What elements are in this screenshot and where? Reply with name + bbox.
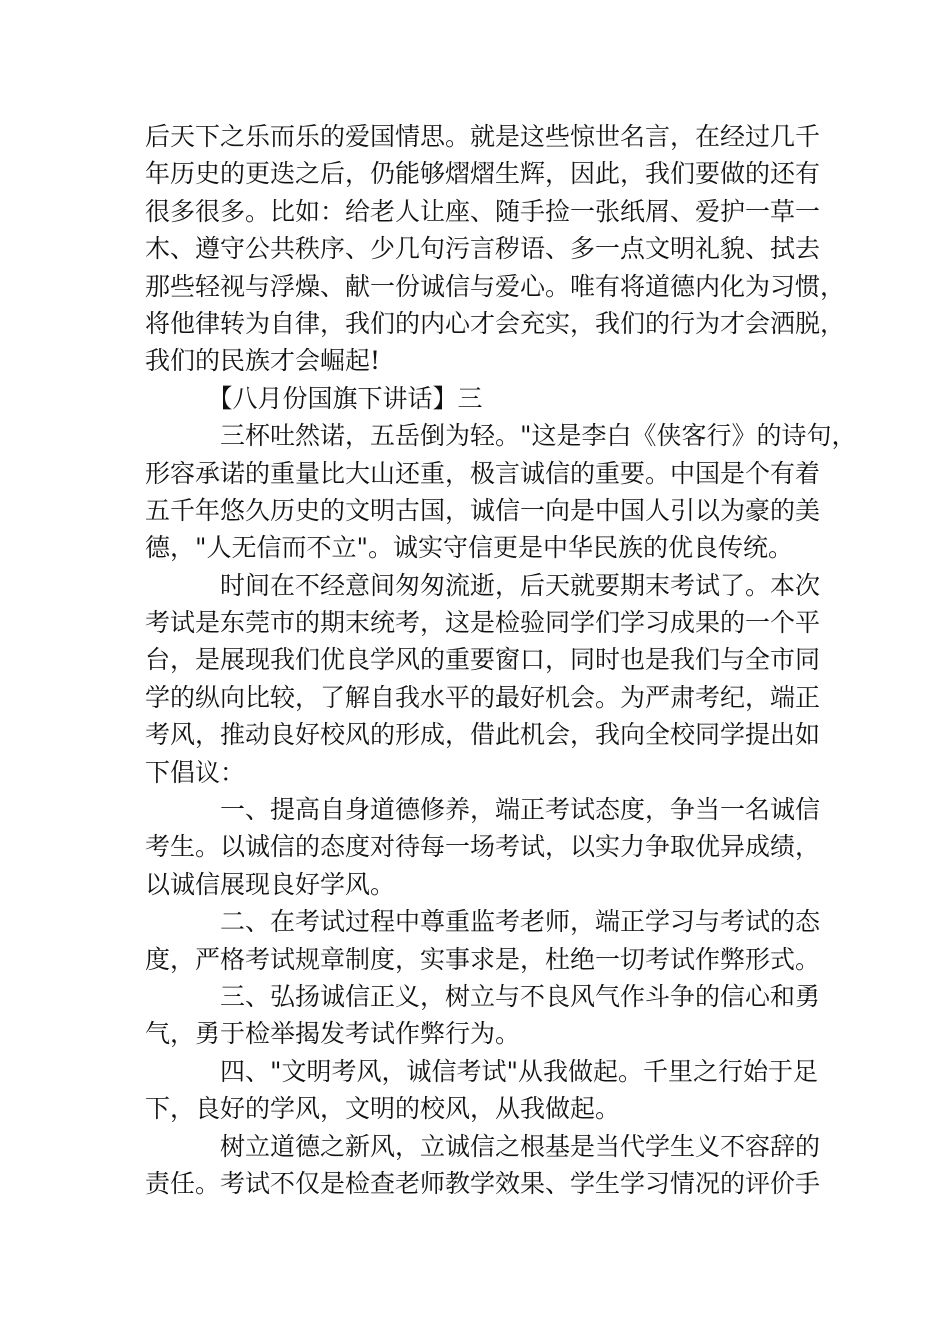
text-line: 那些轻视与浮燥、献一份诚信与爱心。唯有将道德内化为习惯， [145,271,846,301]
text-line: 四、"文明考风，诚信考试"从我做起。千里之行始于足 [145,1056,819,1086]
text-line: 责任。考试不仅是检查老师教学效果、学生学习情况的评价手 [145,1168,821,1198]
text-line: 德，"人无信而不立"。诚实守信更是中华民族的优良传统。 [145,533,794,563]
text-line: 我们的民族才会崛起! [145,346,381,376]
text-line: 形容承诺的重量比大山还重，极言诚信的重要。中国是个有着 [145,458,821,488]
text-line: 树立道德之新风，立诚信之根基是当代学生义不容辞的 [145,1131,821,1161]
text-line: 三、弘扬诚信正义，树立与不良风气作斗争的信心和勇 [145,981,821,1011]
text-line: 考试是东莞市的期末统考，这是检验同学们学习成果的一个平 [145,608,821,638]
text-line: 考生。以诚信的态度对待每一场考试，以实力争取优异成绩， [145,832,821,862]
text-line: 考风，推动良好校风的形成，借此机会，我向全校同学提出如 [145,720,821,750]
text-line: 气，勇于检举揭发考试作弊行为。 [145,1019,521,1049]
text-line: 以诚信展现良好学风。 [145,869,396,899]
text-line: 后天下之乐而乐的爱国情思。就是这些惊世名言，在经过几千 [145,122,821,151]
text-line: 将他律转为自律，我们的内心才会充实，我们的行为才会洒脱， [145,308,846,338]
text-line: 台，是展现我们优良学风的重要窗口，同时也是我们与全市同 [145,645,821,675]
text-line: 时间在不经意间匆匆流逝，后天就要期末考试了。本次 [145,570,821,600]
text-line: 学的纵向比较，了解自我水平的最好机会。为严肃考纪，端正 [145,682,821,712]
text-line: 一、提高自身道德修养，端正考试态度，争当一名诚信 [145,795,821,825]
text-line: 木、遵守公共秩序、少几句污言秽语、多一点文明礼貌、拭去 [145,234,821,264]
text-line: 很多很多。比如：给老人让座、随手捡一张纸屑、爱护一草一 [145,196,821,226]
text-line: 度，严格考试规章制度，实事求是，杜绝一切考试作弊形式。 [145,944,821,974]
text-line: 五千年悠久历史的文明古国，诚信一向是中国人引以为豪的美 [145,495,821,525]
document-body [145,118,857,1202]
text-line: 下倡议： [145,757,246,787]
text-line: 三杯吐然诺，五岳倒为轻。"这是李白《侠客行》的诗句， [145,421,857,451]
text-line: 下，良好的学风，文明的校风，从我做起。 [145,1094,621,1124]
text-line: 二、在考试过程中尊重监考老师，端正学习与考试的态 [145,907,821,937]
text-line: 年历史的更迭之后，仍能够熠熠生辉，因此，我们要做的还有 [145,159,821,189]
section-heading: 【八月份国旗下讲话】三 [145,383,483,413]
